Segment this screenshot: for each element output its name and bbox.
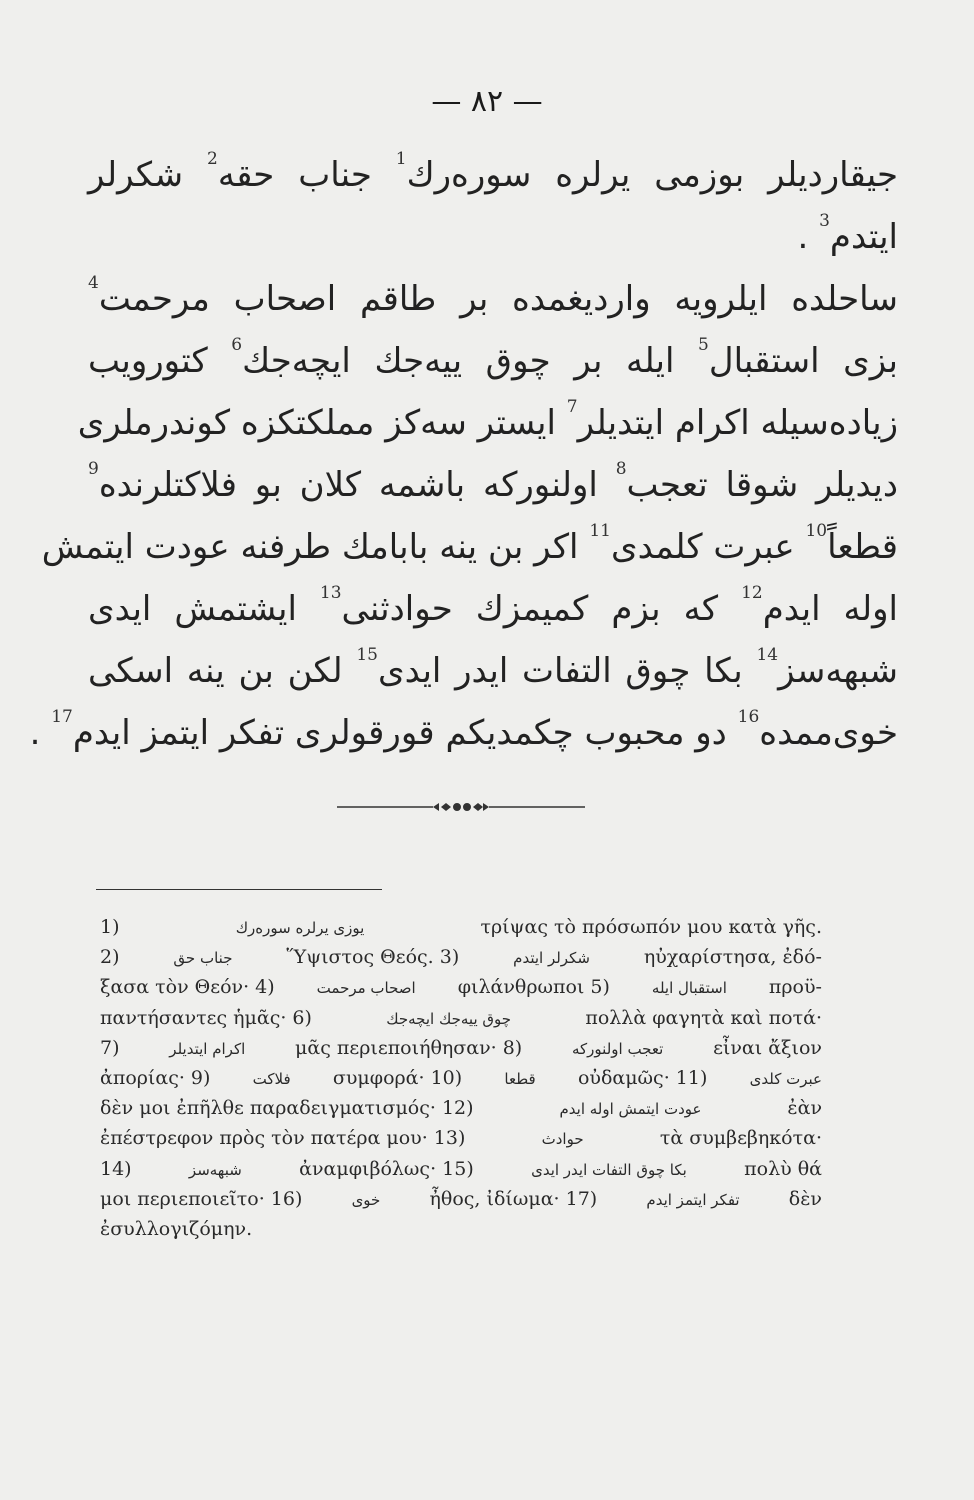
text-segment: ایشتمش ایدی [88,589,320,629]
text-segment: خوی‌ممده [759,713,898,753]
footnote-greek-text: οὐδαμῶς· 11) [577,1066,708,1089]
text-line [88,252,898,319]
text-segment: لکن بن ینه اسکی [88,651,357,691]
footnote-marker: 9 [88,459,99,479]
footnote-marker: 15 [356,645,378,665]
text-line [88,128,898,195]
footnote-ottoman-term: استقبال ایله [651,979,727,998]
footnote-greek-text: ἐσυλλογιζόμην. [100,1217,253,1240]
footnote-marker: 4 [88,273,99,293]
footnote-line [100,942,822,972]
footnotes [100,912,822,1244]
footnote-greek-text: 7) [100,1036,120,1059]
footnote-greek-text: πολλὰ φαγητὰ καὶ ποτά· [585,1006,822,1029]
footnote-marker: 7 [566,397,578,417]
text-segment: شکرلر [88,155,208,195]
footnote-greek-text: δὲν μοι ἐπῆλθε παραδειγματισμός· 12) [100,1097,474,1120]
footnote-greek-text: παντήσαντες ἡμᾶς· 6) [100,1006,312,1029]
text-segment: بزی استقبال [708,341,898,381]
footnote-ottoman-term: عودت ایتمش اوله ایدم [559,1100,702,1119]
text-segment: عبرت کلمدی [610,527,806,567]
footnote-ottoman-term: اکرام ایتدیلر [169,1039,246,1058]
footnote-ottoman-term: تعجب اولنورکه [572,1039,664,1058]
text-line [29,686,898,753]
footnote-greek-text: Ὕψιστος Θεός. 3) [286,946,460,969]
text-segment: ایتدم [829,217,898,257]
footnote-ottoman-term: بکا چوق التفات ایدر ایدی [531,1160,687,1179]
text-segment: ایستر سه‌کز مملکتکزه کوندرملری [77,403,567,443]
footnote-ottoman-term: حوادث [541,1130,584,1149]
footnote-line [100,1093,822,1123]
text-segment: . [29,713,52,753]
text-segment: بکا چوق التفات ایدر ایدی [377,651,757,691]
footnote-ottoman-term: شبهه‌سز [188,1160,242,1179]
footnote-greek-text: 1) [100,916,120,938]
text-segment: . [797,217,820,257]
text-segment: کتورویب [88,341,232,381]
footnote-greek-text: ηὐχαρίστησα, ἐδό- [643,946,822,969]
footnote-marker: 3 [819,211,830,231]
footnote-marker: 10 [805,521,828,541]
footnote-marker: 17 [51,707,73,727]
footnote-line [100,1123,822,1153]
text-segment: که بزم کمیمزك حوادثنی [341,589,742,629]
footnote-ottoman-term: اصحاب مرحمت [316,979,416,998]
footnote-greek-text: ἀπορίας· 9) [100,1066,211,1089]
text-segment: دو محبوب چکمدیکم قورقولری تفکر ایتمز ایدم [72,713,738,753]
footnote-ottoman-term: خوی [351,1190,381,1209]
footnote-greek-text: φιλάνθρωποι 5) [457,976,610,999]
footnote-ottoman-term: تفکر ایتمز ایدم [646,1190,740,1209]
footnote-ottoman-term: عبرت کلدی [749,1069,822,1088]
footnote-greek-text: μοι περιεποιεῖτο· 16) [100,1187,303,1210]
text-line [88,438,898,505]
footnote-rule [96,889,382,890]
text-segment: اکر بن ینه بابامك طرفنه عودت ایتمش [41,527,590,567]
footnote-marker: 12 [741,583,763,603]
text-line [88,314,898,381]
footnote-line [100,1214,822,1244]
footnote-greek-text: συμφορά· 10) [332,1066,463,1089]
footnote-marker: 14 [756,645,779,665]
page-number: — ٨٢ — [431,84,543,119]
footnote-greek-text: ἦθος, ἰδίωμα· 17) [429,1187,598,1210]
text-segment: اوله ایدم [762,589,898,629]
text-line [77,376,898,443]
footnote-ottoman-term: فلاکت [252,1069,291,1088]
footnote-marker: 11 [589,521,611,541]
footnote-greek-text: ἀναμφιβόλως· 15) [299,1157,474,1180]
text-line [41,500,898,567]
text-segment: دیدیلر شوقا تعجب [626,465,898,505]
footnote-line [100,1184,822,1214]
footnote-ottoman-term: یوزی یرلره سوره‌رك [235,919,365,937]
footnote-greek-text: τὰ συμβεβηκότα· [659,1127,822,1150]
footnote-greek-text: προϋ- [768,976,822,999]
text-line [88,190,898,257]
footnote-ottoman-term: چوق ییه‌جك ایچه‌جك [386,1009,512,1028]
text-segment: زیاده‌سیله اکرام ایتدیلر [577,403,898,443]
footnote-line [100,912,822,942]
footnote-ottoman-term: شکرلر ایتدم [513,949,590,968]
text-line [88,562,898,629]
footnote-line [100,1003,822,1033]
footnote-greek-text: ξασα τὸν Θεόν· 4) [100,976,275,999]
footnote-greek-text: δὲν [788,1187,822,1210]
main-text [29,128,898,753]
footnote-marker: 16 [737,707,760,727]
footnote-greek-text: τρίψας τὸ πρόσωπόν μου κατὰ γῆς. [480,916,822,938]
footnote-marker: 2 [207,149,218,169]
ornament-divider [337,800,585,814]
footnote-ottoman-term: جناب حق [173,949,233,968]
text-segment: اولنورکه باشمه کلان بو فلاکتلرنده [98,465,616,505]
footnote-line [100,972,822,1002]
footnote-greek-text: πολὺ θά [744,1157,822,1180]
footnote-greek-text: ἐὰν [787,1097,822,1120]
footnote-line [100,1154,822,1184]
footnote-ottoman-term: قطعا [504,1069,536,1088]
footnote-greek-text: εἶναι ἄξιον [713,1036,822,1059]
footnote-greek-text: ἐπέστρεφον πρὸς τὸν πατέρα μου· 13) [100,1127,466,1150]
text-segment: ساحلده ایلرویه واردیغمده بر طاقم اصحاب مرحمت [98,279,898,319]
text-segment: جناب حقه [217,155,396,195]
footnote-marker: 1 [395,149,407,169]
footnote-marker: 5 [698,335,709,355]
footnote-greek-text: μᾶς περιεποιήθησαν· 8) [295,1036,523,1059]
footnote-marker: 13 [319,583,342,603]
footnote-line [100,1063,822,1093]
footnote-greek-text: 14) [100,1157,132,1180]
text-segment: قطعاً [827,527,898,567]
text-segment: ایله بر چوق ییه‌جك ایچه‌جك [242,341,699,381]
text-segment: شبهه‌سز [778,651,898,691]
text-segment: جیقاردیلر بوزمی یرلره سوره‌رك [406,155,898,195]
footnote-marker: 6 [231,335,243,355]
footnote-line [100,1033,822,1063]
text-line [88,624,898,691]
footnote-greek-text: 2) [100,946,120,969]
footnote-marker: 8 [615,459,627,479]
